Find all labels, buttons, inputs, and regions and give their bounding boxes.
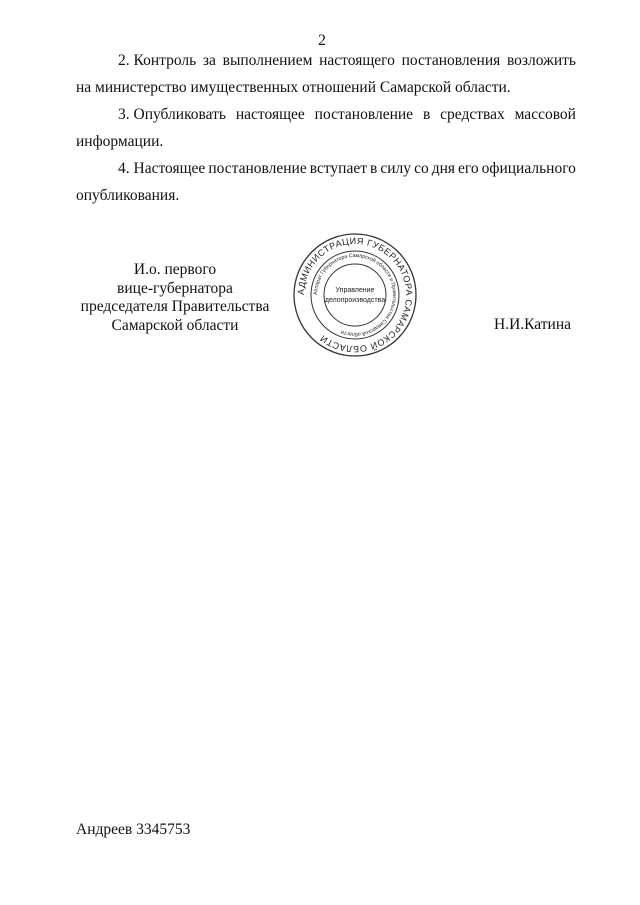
page-number: 2 — [318, 32, 326, 49]
word: постановление — [314, 106, 414, 123]
word: дня — [431, 160, 456, 177]
word: настоящего — [319, 52, 395, 69]
word: 2. Контроль — [118, 52, 197, 69]
word: 3. Опубликовать — [118, 106, 226, 123]
word: массовой — [514, 106, 576, 123]
word: в — [370, 160, 378, 177]
word: выполнением — [222, 52, 313, 69]
title-line: вице-губернатора — [117, 279, 233, 297]
word: постановления — [401, 52, 501, 69]
word: возложить — [506, 52, 576, 69]
stamp-inner-text: Аппарат Губернатора Самарской области и Правительства Самарской области — [312, 252, 398, 338]
official-stamp — [292, 232, 418, 358]
word: вступает — [309, 160, 368, 177]
paragraph-4-line-2: опубликования. — [76, 187, 180, 204]
paragraph-2-line-2: на министерство имущественных отношений Самарской области. — [76, 79, 511, 96]
word: средствах — [440, 106, 505, 123]
word: со — [414, 160, 429, 177]
word: официального — [481, 160, 576, 177]
word: настоящее — [235, 106, 305, 123]
stamp-center-line: Управление — [335, 287, 375, 294]
title-line: Самарской области — [111, 316, 239, 334]
paragraph-3-line-2: информации. — [76, 133, 164, 150]
title-line: И.о. первого — [133, 261, 217, 278]
word: в — [422, 106, 431, 123]
stamp-center-line: делопроизводства — [324, 297, 386, 304]
word: постановление — [208, 160, 307, 177]
paragraph-2-line-1 — [118, 52, 576, 70]
word: силу — [380, 160, 412, 177]
paragraph-4-line-1 — [118, 160, 576, 178]
stamp-outer-text: АДМИНИСТРАЦИЯ ГУБЕРНАТОРА САМАРСКОЙ ОБЛАСТИ — [295, 235, 415, 355]
executor-contact: Андреев 3345753 — [76, 821, 191, 838]
signatory-title — [60, 261, 290, 335]
word: 4. Настоящее — [118, 160, 206, 177]
title-line: председателя Правительства — [80, 298, 270, 315]
word: за — [202, 52, 216, 69]
paragraph-3-line-1 — [118, 106, 576, 124]
word: его — [458, 160, 479, 177]
signatory-name: Н.И.Катина — [494, 316, 571, 333]
